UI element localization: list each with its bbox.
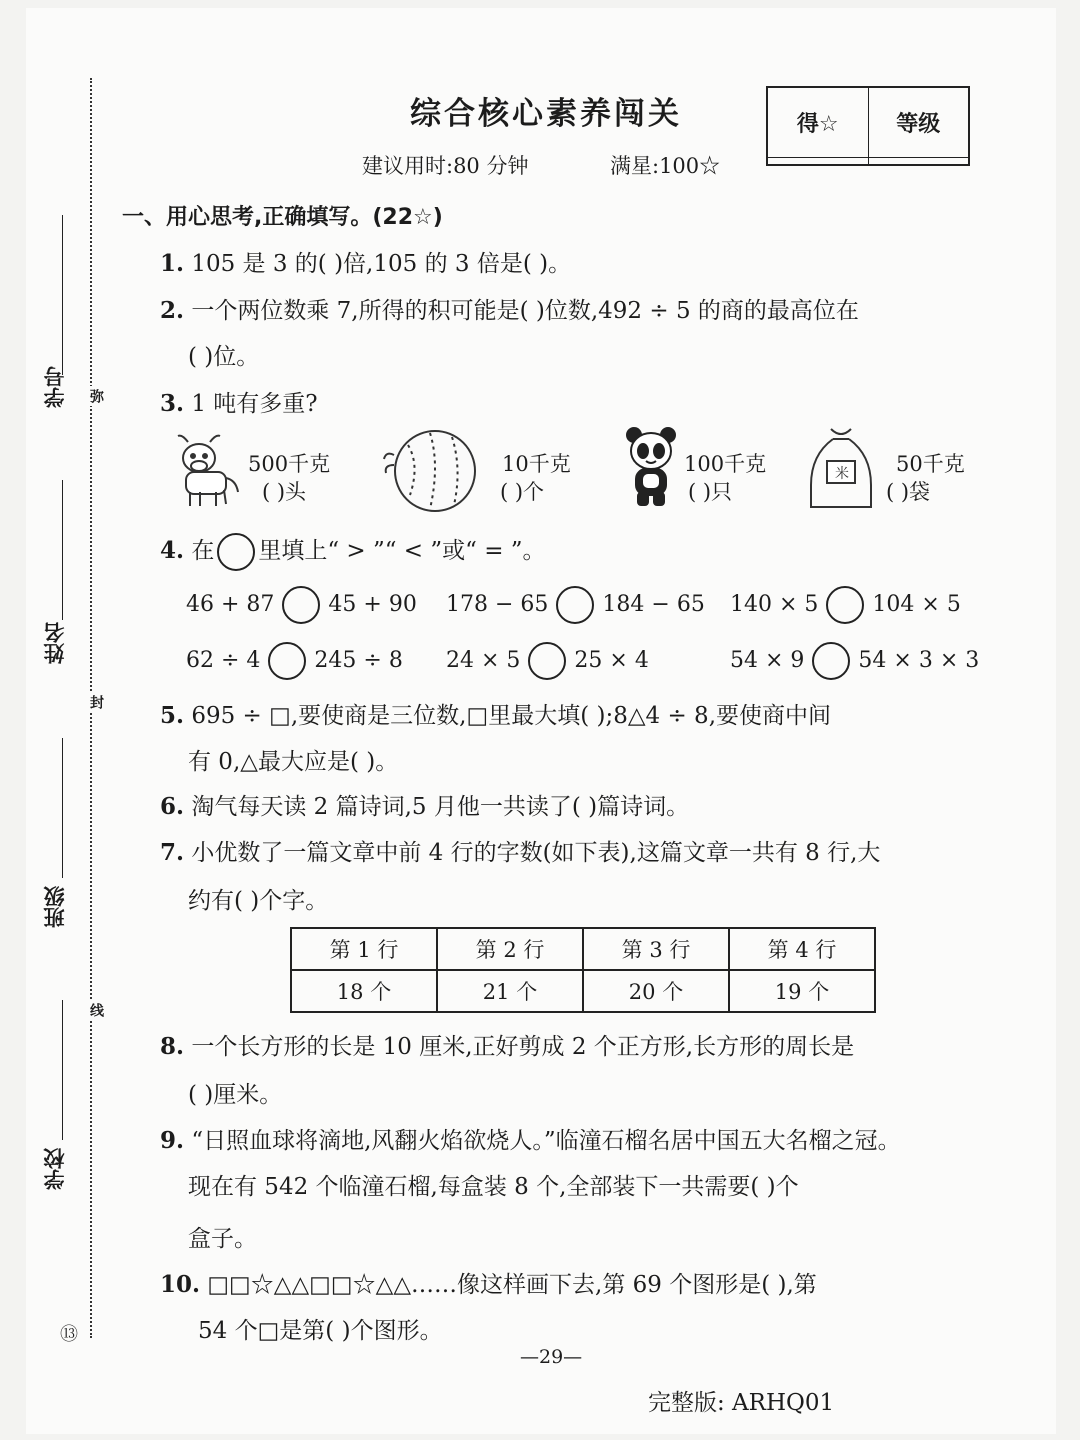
q6-number: 6.	[160, 793, 185, 820]
rice-bag-icon	[805, 425, 877, 511]
table-cell: 19 个	[729, 970, 875, 1012]
cow-blank[interactable]: ( )头	[262, 480, 307, 504]
compare-6-right: 54 × 3 × 3	[858, 648, 980, 673]
compare-3-circle[interactable]	[826, 586, 864, 624]
compare-3	[730, 586, 961, 624]
question-8	[160, 1028, 854, 1061]
table-cell: 18 个	[291, 970, 437, 1012]
q4-number: 4.	[160, 537, 185, 564]
question-7	[160, 834, 880, 867]
class-line	[62, 738, 63, 878]
score-box	[766, 86, 970, 166]
compare-6-circle[interactable]	[812, 642, 850, 680]
question-9	[160, 1122, 901, 1155]
compare-6-left: 54 × 9	[730, 648, 805, 673]
cow-icon	[170, 430, 245, 510]
compare-5	[446, 642, 649, 680]
q9-line2: 现在有 542 个临潼石榴,每盒装 8 个,全部装下一共需要( )个	[188, 1174, 799, 1200]
page-number: —29—	[520, 1346, 583, 1368]
section-title: 一、用心思考,正确填写。(22☆)	[122, 205, 443, 230]
table-header: 第 2 行	[437, 928, 583, 970]
q4-text-a: 在	[191, 538, 215, 564]
question-3	[160, 385, 318, 418]
student-id-line	[62, 215, 63, 375]
compare-2-circle[interactable]	[556, 586, 594, 624]
table-header: 第 4 行	[729, 928, 875, 970]
q7-number: 7.	[160, 839, 185, 866]
q10-number: 10.	[160, 1271, 201, 1298]
watermelon-weight: 10千克	[502, 452, 571, 476]
compare-6	[730, 642, 979, 680]
compare-4-circle[interactable]	[268, 642, 306, 680]
question-1	[160, 245, 571, 278]
table-cell: 20 个	[583, 970, 729, 1012]
school-line	[62, 1000, 63, 1140]
score-grade-cell[interactable]	[868, 158, 969, 165]
school-label: 学校	[43, 1148, 67, 1190]
watermelon-icon	[380, 425, 480, 515]
q2-number: 2.	[160, 297, 185, 324]
student-id-label: 学号	[43, 366, 67, 408]
q4-circle-sample	[217, 533, 255, 571]
q2-line1: 一个两位数乘 7,所得的积可能是( )位数,492 ÷ 5 的商的最高位在	[191, 298, 859, 324]
q10-line2: 54 个□是第( )个图形。	[198, 1318, 443, 1344]
seal-char-xian: 线	[86, 1000, 106, 1020]
q5-number: 5.	[160, 702, 185, 729]
compare-4-right: 245 ÷ 8	[314, 648, 403, 673]
score-stars-cell[interactable]	[767, 158, 868, 165]
panda-blank[interactable]: ( )只	[688, 480, 733, 504]
seal-char-feng: 封	[86, 692, 106, 712]
compare-1	[186, 586, 417, 624]
q1-text: 105 是 3 的( )倍,105 的 3 倍是( )。	[191, 251, 572, 277]
question-2	[160, 292, 859, 325]
line-count-table	[290, 927, 876, 1013]
q9-line1: “日照血球将滴地,风翻火焰欲烧人。”临潼石榴名居中国五大名榴之冠。	[191, 1128, 901, 1154]
question-6	[160, 788, 689, 821]
panda-icon	[622, 425, 682, 507]
compare-1-circle[interactable]	[282, 586, 320, 624]
q8-line1: 一个长方形的长是 10 厘米,正好剪成 2 个正方形,长方形的周长是	[191, 1034, 855, 1060]
score-header-grade: 等级	[868, 87, 969, 158]
q10-line1: □□☆△△□□☆△△……像这样画下去,第 69 个图形是( ),第	[207, 1272, 817, 1298]
table-header: 第 1 行	[291, 928, 437, 970]
compare-2-left: 178 − 65	[446, 592, 549, 617]
table-cell: 21 个	[437, 970, 583, 1012]
q3-text: 1 吨有多重?	[191, 391, 318, 417]
name-label: 姓名	[43, 622, 67, 664]
score-header-stars: 得☆	[767, 87, 868, 158]
rice-bag-blank[interactable]: ( )袋	[886, 480, 931, 504]
q1-number: 1.	[160, 250, 185, 277]
suggested-time: 建议用时:80 分钟	[362, 154, 529, 178]
question-5	[160, 697, 831, 730]
full-score: 满星:100☆	[610, 154, 721, 178]
q9-line3: 盒子。	[188, 1226, 257, 1252]
q5-line2: 有 0,△最大应是( )。	[188, 749, 399, 775]
svg-text:米: 米	[835, 466, 849, 482]
question-4	[160, 532, 546, 571]
question-10	[160, 1266, 817, 1299]
q4-text-b: 里填上“ > ”“ < ”或“ = ”。	[258, 538, 546, 564]
cow-weight: 500千克	[248, 452, 331, 476]
rice-bag-weight: 50千克	[896, 452, 965, 476]
compare-1-left: 46 + 87	[186, 592, 275, 617]
compare-1-right: 45 + 90	[328, 592, 417, 617]
compare-5-right: 25 × 4	[574, 648, 649, 673]
seal-char-mi: 弥	[86, 386, 106, 406]
compare-3-right: 104 × 5	[872, 592, 961, 617]
page-mark: ⑬	[60, 1324, 78, 1345]
compare-2	[446, 586, 705, 624]
q5-line1: 695 ÷ □,要使商是三位数,□里最大填( );8△4 ÷ 8,要使商中间	[191, 703, 832, 729]
q8-line2: ( )厘米。	[188, 1082, 283, 1108]
compare-2-right: 184 − 65	[602, 592, 705, 617]
compare-3-left: 140 × 5	[730, 592, 819, 617]
compare-4	[186, 642, 403, 680]
compare-5-left: 24 × 5	[446, 648, 521, 673]
name-line	[62, 480, 63, 620]
table-header: 第 3 行	[583, 928, 729, 970]
q2-line2: ( )位。	[188, 344, 260, 370]
class-label: 班级	[43, 886, 67, 928]
watermelon-blank[interactable]: ( )个	[500, 480, 545, 504]
q6-text: 淘气每天读 2 篇诗词,5 月他一共读了( )篇诗词。	[191, 794, 690, 820]
q8-number: 8.	[160, 1033, 185, 1060]
compare-4-left: 62 ÷ 4	[186, 648, 261, 673]
panda-weight: 100千克	[684, 452, 767, 476]
q7-line1: 小优数了一篇文章中前 4 行的字数(如下表),这篇文章一共有 8 行,大	[191, 840, 881, 866]
q9-number: 9.	[160, 1127, 185, 1154]
q7-line2: 约有( )个字。	[188, 888, 329, 914]
version-code: 完整版: ARHQ01	[648, 1390, 835, 1416]
q3-number: 3.	[160, 390, 185, 417]
page-title: 综合核心素养闯关	[410, 96, 682, 132]
compare-5-circle[interactable]	[528, 642, 566, 680]
